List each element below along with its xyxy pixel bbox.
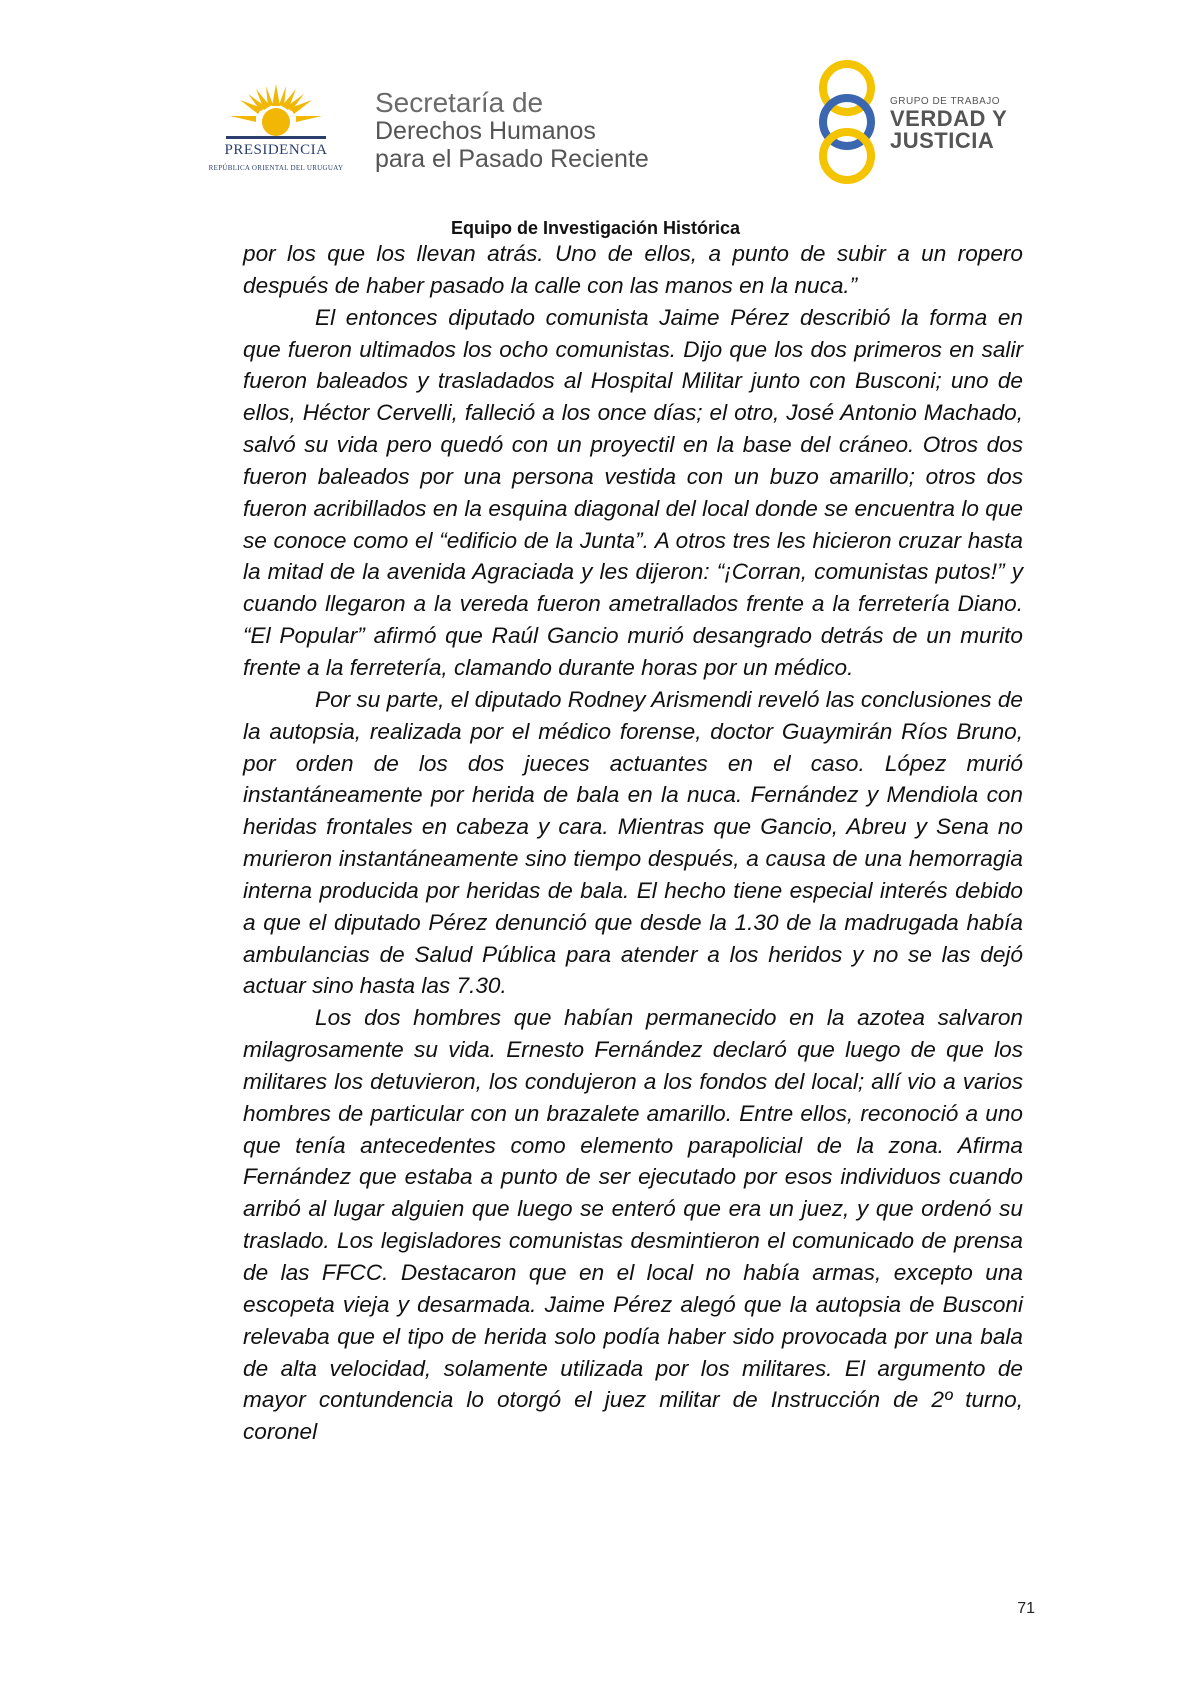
document-body <box>243 238 1023 1448</box>
sun-icon <box>226 80 326 140</box>
paragraph: por los que los llevan atrás. Uno de ellos, a punto de subir a un ropero después de haber pasado la calle con las manos en la nuca.” <box>243 241 1023 298</box>
presidencia-name: PRESIDENCIA <box>224 142 328 158</box>
team-title: Equipo de Investigación Histórica <box>450 218 741 238</box>
grupo-name-line-1: VERDAD Y <box>890 106 1008 131</box>
paragraph: El entonces diputado comunista Jaime Pérez describió la forma en que fueron ultimados los ocho comunistas. Dijo que los dos primeros en salir fueron baleados y trasladados al Hospital Militar junto con Busconi; uno de ellos, Héctor Cervelli, falleció a los once días; el otro, José Antonio Machado, salvó su vida pero quedó con un proyectil en la base del cráneo. Otros dos fueron baleados por una persona vestida con un buzo amarillo; otros dos fueron acribillados en la esquina diagonal del local donde se encuentra lo que se conoce como el “edificio de la Junta”. A otros tres les hicieron cruzar hasta la mitad de la avenida Agraciada y les dijeron: “¡Corran, comunistas putos!” y cuando llegaron a la vereda fueron ametrallados frente a la ferretería Diano. “El Popular” afirmó que Raúl Gancio murió desangrado detrás de un murito frente a la ferretería, clamando durante horas por un médico. <box>243 304 1023 680</box>
secretaria-title <box>375 89 649 173</box>
secretaria-line-2: Derechos Humanos <box>375 117 596 145</box>
grupo-verdad-justicia-logo <box>812 60 1032 190</box>
grupo-label: GRUPO DE TRABAJO <box>890 96 1001 107</box>
paragraph: Los dos hombres que habían permanecido en la azotea salvaron milagrosamente su vida. Ernesto Fernández declaró que luego de que los militares los detuvieron, los condujeron a los fondos del local; allí vio a varios hombres de particular con un brazalete amarillo. Entre ellos, reconoció a uno que tenía antecedentes como elemento parapolicial de la zona. Afirma Fernández que estaba a punto de ser ejecutado por esos individuos cuando arribó al lugar alguien que luego se enteró que era un juez, y que ordenó su traslado. Los legisladores comunistas desmintieron el comunicado de prensa de las FFCC. Destacaron que en el local no había armas, excepto una escopeta vieja y desarmada. Jaime Pérez alegó que la autopsia de Busconi relevaba que el tipo de herida solo podía haber sido provocada por una bala de alta velocidad, solamente utilizada por los militares. El argumento de mayor contundencia lo otorgó el juez militar de Instrucción de 2º turno, coronel <box>243 1005 1023 1445</box>
presidencia-logo <box>196 80 356 180</box>
secretaria-line-1: Secretaría de <box>375 87 544 118</box>
presidencia-subtitle: REPÚBLICA ORIENTAL DEL URUGUAY <box>208 164 344 172</box>
page-number: 71 <box>1017 1600 1035 1617</box>
paragraph: Por su parte, el diputado Rodney Arismendi reveló las conclusiones de la autopsia, realizada por el médico forense, doctor Guaymirán Ríos Bruno, por orden de los dos jueces actuantes en el caso. López murió instantáneamente por herida de bala en la nuca. Fernández y Mendiola con heridas frontales en cabeza y cara. Mientras que Gancio, Abreu y Sena no murieron instantáneamente sino tiempo después, a causa de una hemorragia interna producida por heridas de bala. El hecho tiene especial interés debido a que el diputado Pérez denunció que desde la 1.30 de la madrugada había ambulancias de Salud Pública para atender a los heridos y no se las dejó actuar sino hasta las 7.30. <box>243 686 1023 999</box>
secretaria-line-3: para el Pasado Reciente <box>375 145 649 173</box>
grupo-name-line-2: JUSTICIA <box>890 128 995 153</box>
grupo-name <box>890 108 1007 152</box>
page-header <box>0 0 1191 215</box>
chain-rings-icon <box>812 60 882 190</box>
